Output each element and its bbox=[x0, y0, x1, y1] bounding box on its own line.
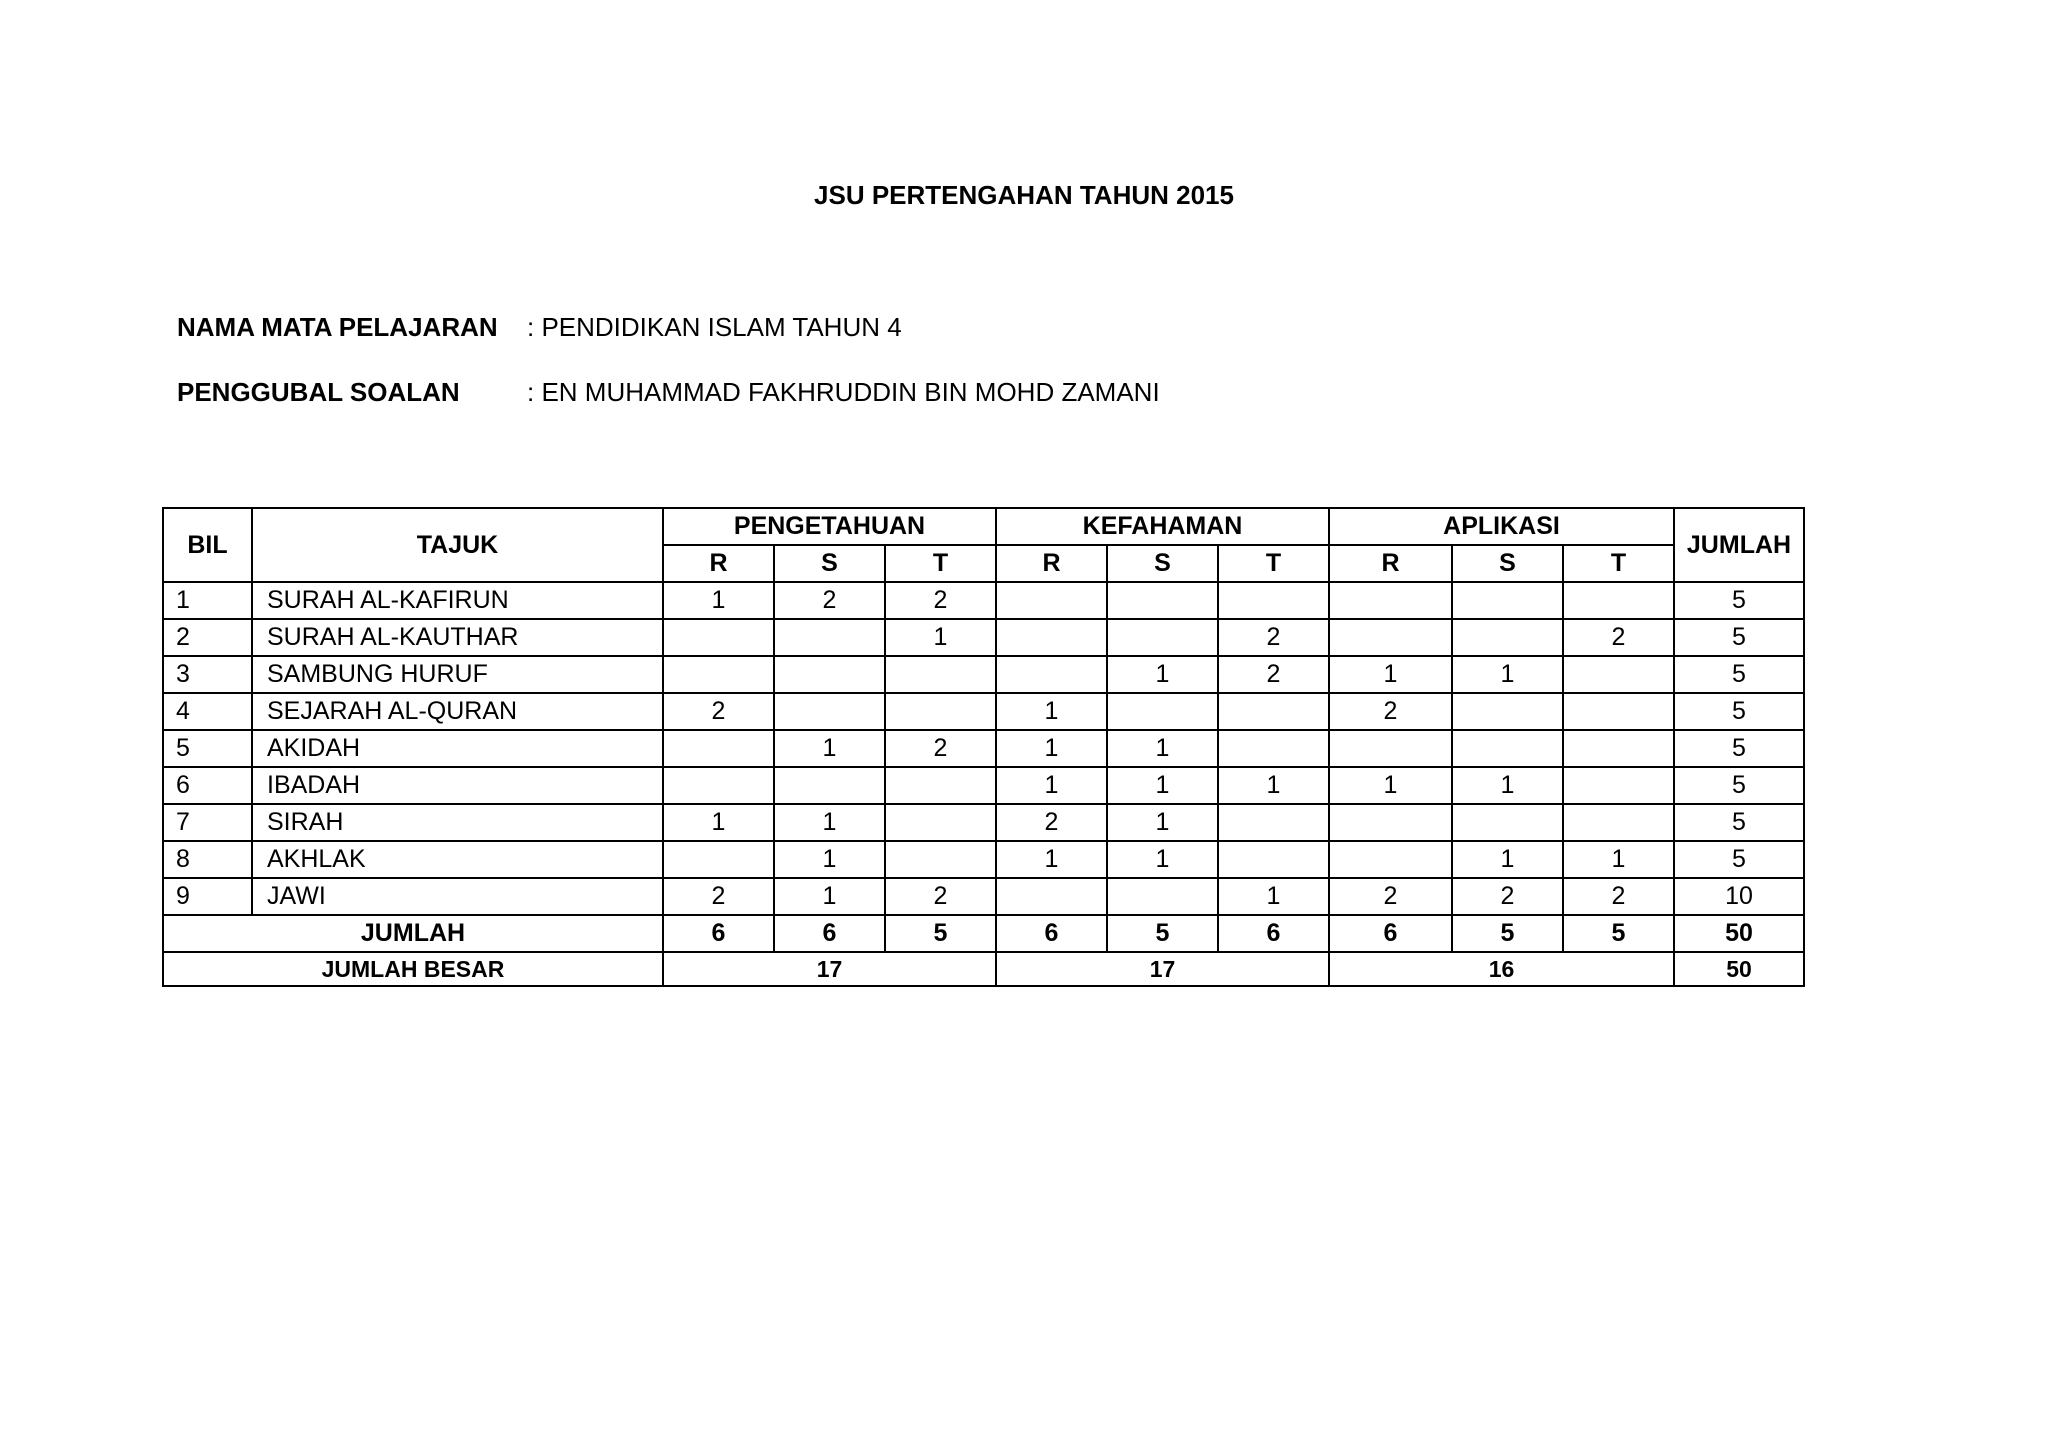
row-cell: 2 bbox=[663, 693, 774, 730]
row-tajuk: SURAH AL-KAFIRUN bbox=[252, 582, 663, 619]
row-cell: 1 bbox=[996, 730, 1107, 767]
subject-value: : PENDIDIKAN ISLAM TAHUN 4 bbox=[527, 312, 902, 342]
header-sub: R bbox=[996, 545, 1107, 582]
row-tajuk: AKIDAH bbox=[252, 730, 663, 767]
row-cell bbox=[774, 619, 885, 656]
header-bil: BIL bbox=[163, 508, 252, 582]
row-cell bbox=[1218, 730, 1329, 767]
row-cell: 1 bbox=[774, 878, 885, 915]
total-cell: 5 bbox=[1107, 915, 1218, 952]
row-cell: 1 bbox=[774, 841, 885, 878]
row-tajuk: JAWI bbox=[252, 878, 663, 915]
row-cell: 2 bbox=[1563, 619, 1674, 656]
table-row bbox=[163, 619, 1804, 656]
row-cell: 1 bbox=[1107, 730, 1218, 767]
table-row bbox=[163, 656, 1804, 693]
row-cell: 1 bbox=[1107, 804, 1218, 841]
row-cell bbox=[1563, 656, 1674, 693]
row-cell: 1 bbox=[1452, 656, 1563, 693]
row-tajuk: AKHLAK bbox=[252, 841, 663, 878]
total-cell: 6 bbox=[1218, 915, 1329, 952]
header-row-groups bbox=[163, 508, 1804, 545]
row-cell: 1 bbox=[1218, 878, 1329, 915]
row-tajuk: SAMBUNG HURUF bbox=[252, 656, 663, 693]
table-row bbox=[163, 730, 1804, 767]
row-cell: 1 bbox=[885, 619, 996, 656]
row-bil: 6 bbox=[163, 767, 252, 804]
row-jumlah: 5 bbox=[1674, 693, 1804, 730]
row-cell: 2 bbox=[885, 730, 996, 767]
row-cell bbox=[1563, 767, 1674, 804]
total-cell: 6 bbox=[774, 915, 885, 952]
row-cell: 1 bbox=[1329, 767, 1452, 804]
row-cell bbox=[1107, 878, 1218, 915]
row-tajuk: SEJARAH AL-QURAN bbox=[252, 693, 663, 730]
table-row bbox=[163, 841, 1804, 878]
total-cell: 6 bbox=[996, 915, 1107, 952]
row-bil: 7 bbox=[163, 804, 252, 841]
jsu-table bbox=[162, 507, 1805, 987]
header-sub: T bbox=[1563, 545, 1674, 582]
table-body bbox=[163, 582, 1804, 986]
author-label: PENGGUBAL SOALAN bbox=[177, 377, 460, 407]
row-cell bbox=[663, 841, 774, 878]
header-sub: T bbox=[885, 545, 996, 582]
row-cell bbox=[1563, 693, 1674, 730]
row-cell bbox=[885, 841, 996, 878]
row-cell: 1 bbox=[1452, 841, 1563, 878]
row-bil: 5 bbox=[163, 730, 252, 767]
row-cell bbox=[1452, 582, 1563, 619]
row-cell bbox=[663, 619, 774, 656]
row-cell: 1 bbox=[1563, 841, 1674, 878]
row-cell: 1 bbox=[774, 804, 885, 841]
total-cell: 6 bbox=[1329, 915, 1452, 952]
row-cell: 1 bbox=[663, 582, 774, 619]
row-cell: 1 bbox=[1218, 767, 1329, 804]
row-cell: 1 bbox=[774, 730, 885, 767]
author-value: : EN MUHAMMAD FAKHRUDDIN BIN MOHD ZAMANI bbox=[527, 377, 1160, 407]
row-jumlah: 5 bbox=[1674, 841, 1804, 878]
row-cell: 1 bbox=[1107, 656, 1218, 693]
total-jumlah: 50 bbox=[1674, 915, 1804, 952]
row-bil: 8 bbox=[163, 841, 252, 878]
row-cell bbox=[885, 804, 996, 841]
row-cell bbox=[1218, 804, 1329, 841]
row-jumlah: 5 bbox=[1674, 582, 1804, 619]
row-cell: 2 bbox=[1329, 878, 1452, 915]
row-jumlah: 5 bbox=[1674, 619, 1804, 656]
row-cell bbox=[1329, 619, 1452, 656]
row-cell bbox=[663, 656, 774, 693]
row-cell: 1 bbox=[1107, 767, 1218, 804]
row-cell bbox=[1329, 730, 1452, 767]
grand-total-jumlah: 50 bbox=[1674, 952, 1804, 986]
row-jumlah: 5 bbox=[1674, 767, 1804, 804]
subject-row bbox=[177, 312, 902, 343]
row-cell: 2 bbox=[1452, 878, 1563, 915]
header-sub: R bbox=[663, 545, 774, 582]
row-cell: 2 bbox=[996, 804, 1107, 841]
total-row bbox=[163, 915, 1804, 952]
header-tajuk: TAJUK bbox=[252, 508, 663, 582]
row-cell bbox=[1218, 693, 1329, 730]
row-cell bbox=[1452, 730, 1563, 767]
grand-total-label: JUMLAH BESAR bbox=[163, 952, 663, 986]
row-cell bbox=[774, 767, 885, 804]
row-cell bbox=[996, 619, 1107, 656]
row-bil: 4 bbox=[163, 693, 252, 730]
total-cell: 5 bbox=[1452, 915, 1563, 952]
row-cell bbox=[885, 693, 996, 730]
row-cell: 1 bbox=[996, 767, 1107, 804]
row-bil: 3 bbox=[163, 656, 252, 693]
row-cell bbox=[996, 582, 1107, 619]
row-cell: 1 bbox=[996, 693, 1107, 730]
row-cell bbox=[1107, 693, 1218, 730]
row-tajuk: SIRAH bbox=[252, 804, 663, 841]
header-sub: S bbox=[1107, 545, 1218, 582]
total-cell: 6 bbox=[663, 915, 774, 952]
header-sub: S bbox=[1452, 545, 1563, 582]
header-pengetahuan: PENGETAHUAN bbox=[663, 508, 996, 545]
row-cell: 1 bbox=[1452, 767, 1563, 804]
header-sub: T bbox=[1218, 545, 1329, 582]
row-cell: 1 bbox=[1107, 841, 1218, 878]
row-bil: 9 bbox=[163, 878, 252, 915]
row-cell bbox=[774, 693, 885, 730]
row-cell bbox=[774, 656, 885, 693]
header-kefahaman: KEFAHAMAN bbox=[996, 508, 1329, 545]
row-cell bbox=[663, 767, 774, 804]
row-jumlah: 5 bbox=[1674, 730, 1804, 767]
row-cell bbox=[1452, 804, 1563, 841]
document-title: JSU PERTENGAHAN TAHUN 2015 bbox=[814, 180, 1234, 210]
author-row bbox=[177, 377, 1160, 408]
row-cell bbox=[1218, 582, 1329, 619]
row-cell bbox=[1329, 582, 1452, 619]
row-cell bbox=[885, 656, 996, 693]
row-cell bbox=[1218, 841, 1329, 878]
row-tajuk: SURAH AL-KAUTHAR bbox=[252, 619, 663, 656]
row-cell: 1 bbox=[663, 804, 774, 841]
row-cell bbox=[663, 730, 774, 767]
row-cell: 2 bbox=[1218, 619, 1329, 656]
grand-total-row bbox=[163, 952, 1804, 986]
row-cell: 2 bbox=[885, 878, 996, 915]
row-cell bbox=[1329, 804, 1452, 841]
row-cell bbox=[1563, 730, 1674, 767]
header-jumlah: JUMLAH bbox=[1674, 508, 1804, 582]
row-cell: 1 bbox=[1329, 656, 1452, 693]
grand-total-pengetahuan: 17 bbox=[663, 952, 996, 986]
row-tajuk: IBADAH bbox=[252, 767, 663, 804]
total-cell: 5 bbox=[885, 915, 996, 952]
row-cell bbox=[1107, 619, 1218, 656]
row-cell: 2 bbox=[1329, 693, 1452, 730]
row-bil: 1 bbox=[163, 582, 252, 619]
row-cell: 1 bbox=[996, 841, 1107, 878]
table-row bbox=[163, 582, 1804, 619]
row-cell bbox=[1563, 804, 1674, 841]
header-aplikasi: APLIKASI bbox=[1329, 508, 1674, 545]
row-cell bbox=[1452, 693, 1563, 730]
row-cell bbox=[1452, 619, 1563, 656]
total-label: JUMLAH bbox=[163, 915, 663, 952]
row-cell bbox=[996, 878, 1107, 915]
grand-total-aplikasi: 16 bbox=[1329, 952, 1674, 986]
row-jumlah: 5 bbox=[1674, 656, 1804, 693]
total-cell: 5 bbox=[1563, 915, 1674, 952]
grand-total-kefahaman: 17 bbox=[996, 952, 1329, 986]
row-cell bbox=[1329, 841, 1452, 878]
row-cell bbox=[996, 656, 1107, 693]
row-cell: 2 bbox=[774, 582, 885, 619]
header-sub: R bbox=[1329, 545, 1452, 582]
row-jumlah: 5 bbox=[1674, 804, 1804, 841]
header-sub: S bbox=[774, 545, 885, 582]
row-cell: 2 bbox=[885, 582, 996, 619]
subject-label: NAMA MATA PELAJARAN bbox=[177, 312, 498, 342]
row-cell bbox=[885, 767, 996, 804]
table-row bbox=[163, 693, 1804, 730]
row-cell bbox=[1107, 582, 1218, 619]
row-cell: 2 bbox=[1563, 878, 1674, 915]
row-cell bbox=[1563, 582, 1674, 619]
table-row bbox=[163, 767, 1804, 804]
row-cell: 2 bbox=[1218, 656, 1329, 693]
row-cell: 2 bbox=[663, 878, 774, 915]
row-bil: 2 bbox=[163, 619, 252, 656]
table-row bbox=[163, 878, 1804, 915]
row-jumlah: 10 bbox=[1674, 878, 1804, 915]
table-row bbox=[163, 804, 1804, 841]
